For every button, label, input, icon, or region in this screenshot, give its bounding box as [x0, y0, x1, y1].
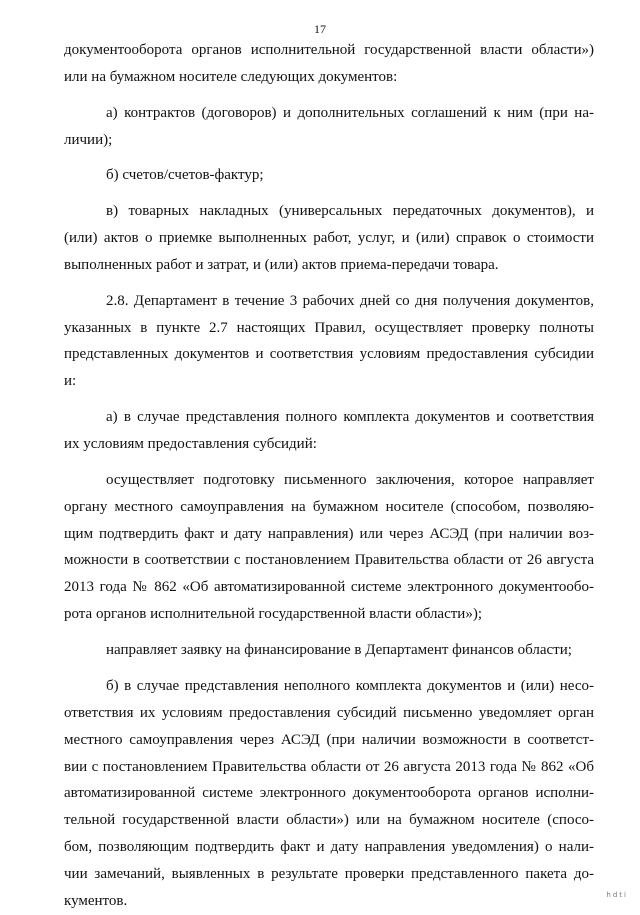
text-line: б) счетов/счетов-фактур;: [106, 167, 264, 184]
text-line: указанных в пункте 2.7 настоящих Правил, осуществляет проверку полноты: [64, 319, 594, 336]
text-line: кументов.: [64, 892, 128, 909]
text-line: или на бумажном носителе следующих документов:: [64, 68, 398, 85]
list-item-v-waybills: [64, 198, 594, 279]
text-line: чии замечаний, выявленных в результате проверки представленного пакета до-: [64, 866, 594, 883]
text-line: рота органов исполнительной государственной власти области»);: [64, 606, 482, 623]
list-item-b-invoices: [64, 162, 594, 189]
paragraph-continuation: [64, 37, 594, 91]
text-line: местного самоуправления через АСЭД (при наличии возможности в соответст-: [64, 731, 594, 748]
text-line: их условиям предоставления субсидий:: [64, 436, 317, 453]
list-item-a-contracts: [64, 100, 594, 154]
text-line: а) контрактов (договоров) и дополнительных соглашений к ним (при на-: [106, 104, 594, 121]
text-line: (или) актов о приемке выполненных работ, услуг, и (или) справок о стоимости: [64, 230, 594, 247]
text-line: щим подтвердить факт и дату направления) или через АСЭД (при наличии воз-: [64, 525, 594, 542]
text-line: осуществляет подготовку письменного заключения, которое направляет: [106, 471, 594, 488]
text-line: автоматизированной системе электронного документооборота органов исполни-: [64, 785, 594, 802]
text-line: ответствия их условиям предоставления субсидий письменно уведомляет орган: [64, 704, 594, 721]
text-line: органу местного самоуправления на бумажном носителе (способом, позволяю-: [64, 498, 594, 515]
text-line: представленных документов и соответствия условиям предоставления субсидии: [64, 346, 594, 363]
text-line: 2013 года № 862 «Об автоматизированной системе электронного документообо-: [64, 579, 594, 596]
text-line: можности в соответствии с постановлением Правительства области от 26 августа: [64, 552, 594, 569]
text-line: и:: [64, 373, 77, 390]
text-line: бом, позволяющим подтвердить факт и дату направления уведомления) о нали-: [64, 839, 594, 856]
clause-2-8-item-a: [64, 404, 594, 458]
paragraph-funding-request: [64, 637, 594, 664]
text-line: направляет заявку на финансирование в Департамент финансов области;: [106, 642, 572, 659]
text-line: личии);: [64, 131, 113, 148]
text-line: 2.8. Департамент в течение 3 рабочих дней со дня получения документов,: [106, 292, 594, 309]
document-body: [64, 37, 594, 915]
paragraph-conclusion: [64, 467, 594, 628]
text-line: вии с постановлением Правительства области от 26 августа 2013 года № 862 «Об: [64, 758, 594, 775]
clause-2-8-item-b: [64, 673, 594, 915]
scan-footer-mark: hdti: [606, 891, 628, 899]
text-line: выполненных работ и затрат, и (или) актов приема-передачи товара.: [64, 256, 499, 273]
text-line: в) товарных накладных (универсальных передаточных документов), и: [106, 203, 594, 220]
text-line: б) в случае представления неполного комплекта документов и (или) несо-: [106, 677, 594, 694]
text-line: документооборота органов исполнительной государственной власти области»): [64, 42, 594, 58]
text-line: а) в случае представления полного комплекта документов и соответствия: [106, 409, 594, 426]
page-number: 17: [314, 22, 326, 36]
clause-2-8: [64, 288, 594, 396]
text-line: тельной государственной власти области») или на бумажном носителе (спосо-: [64, 812, 594, 829]
